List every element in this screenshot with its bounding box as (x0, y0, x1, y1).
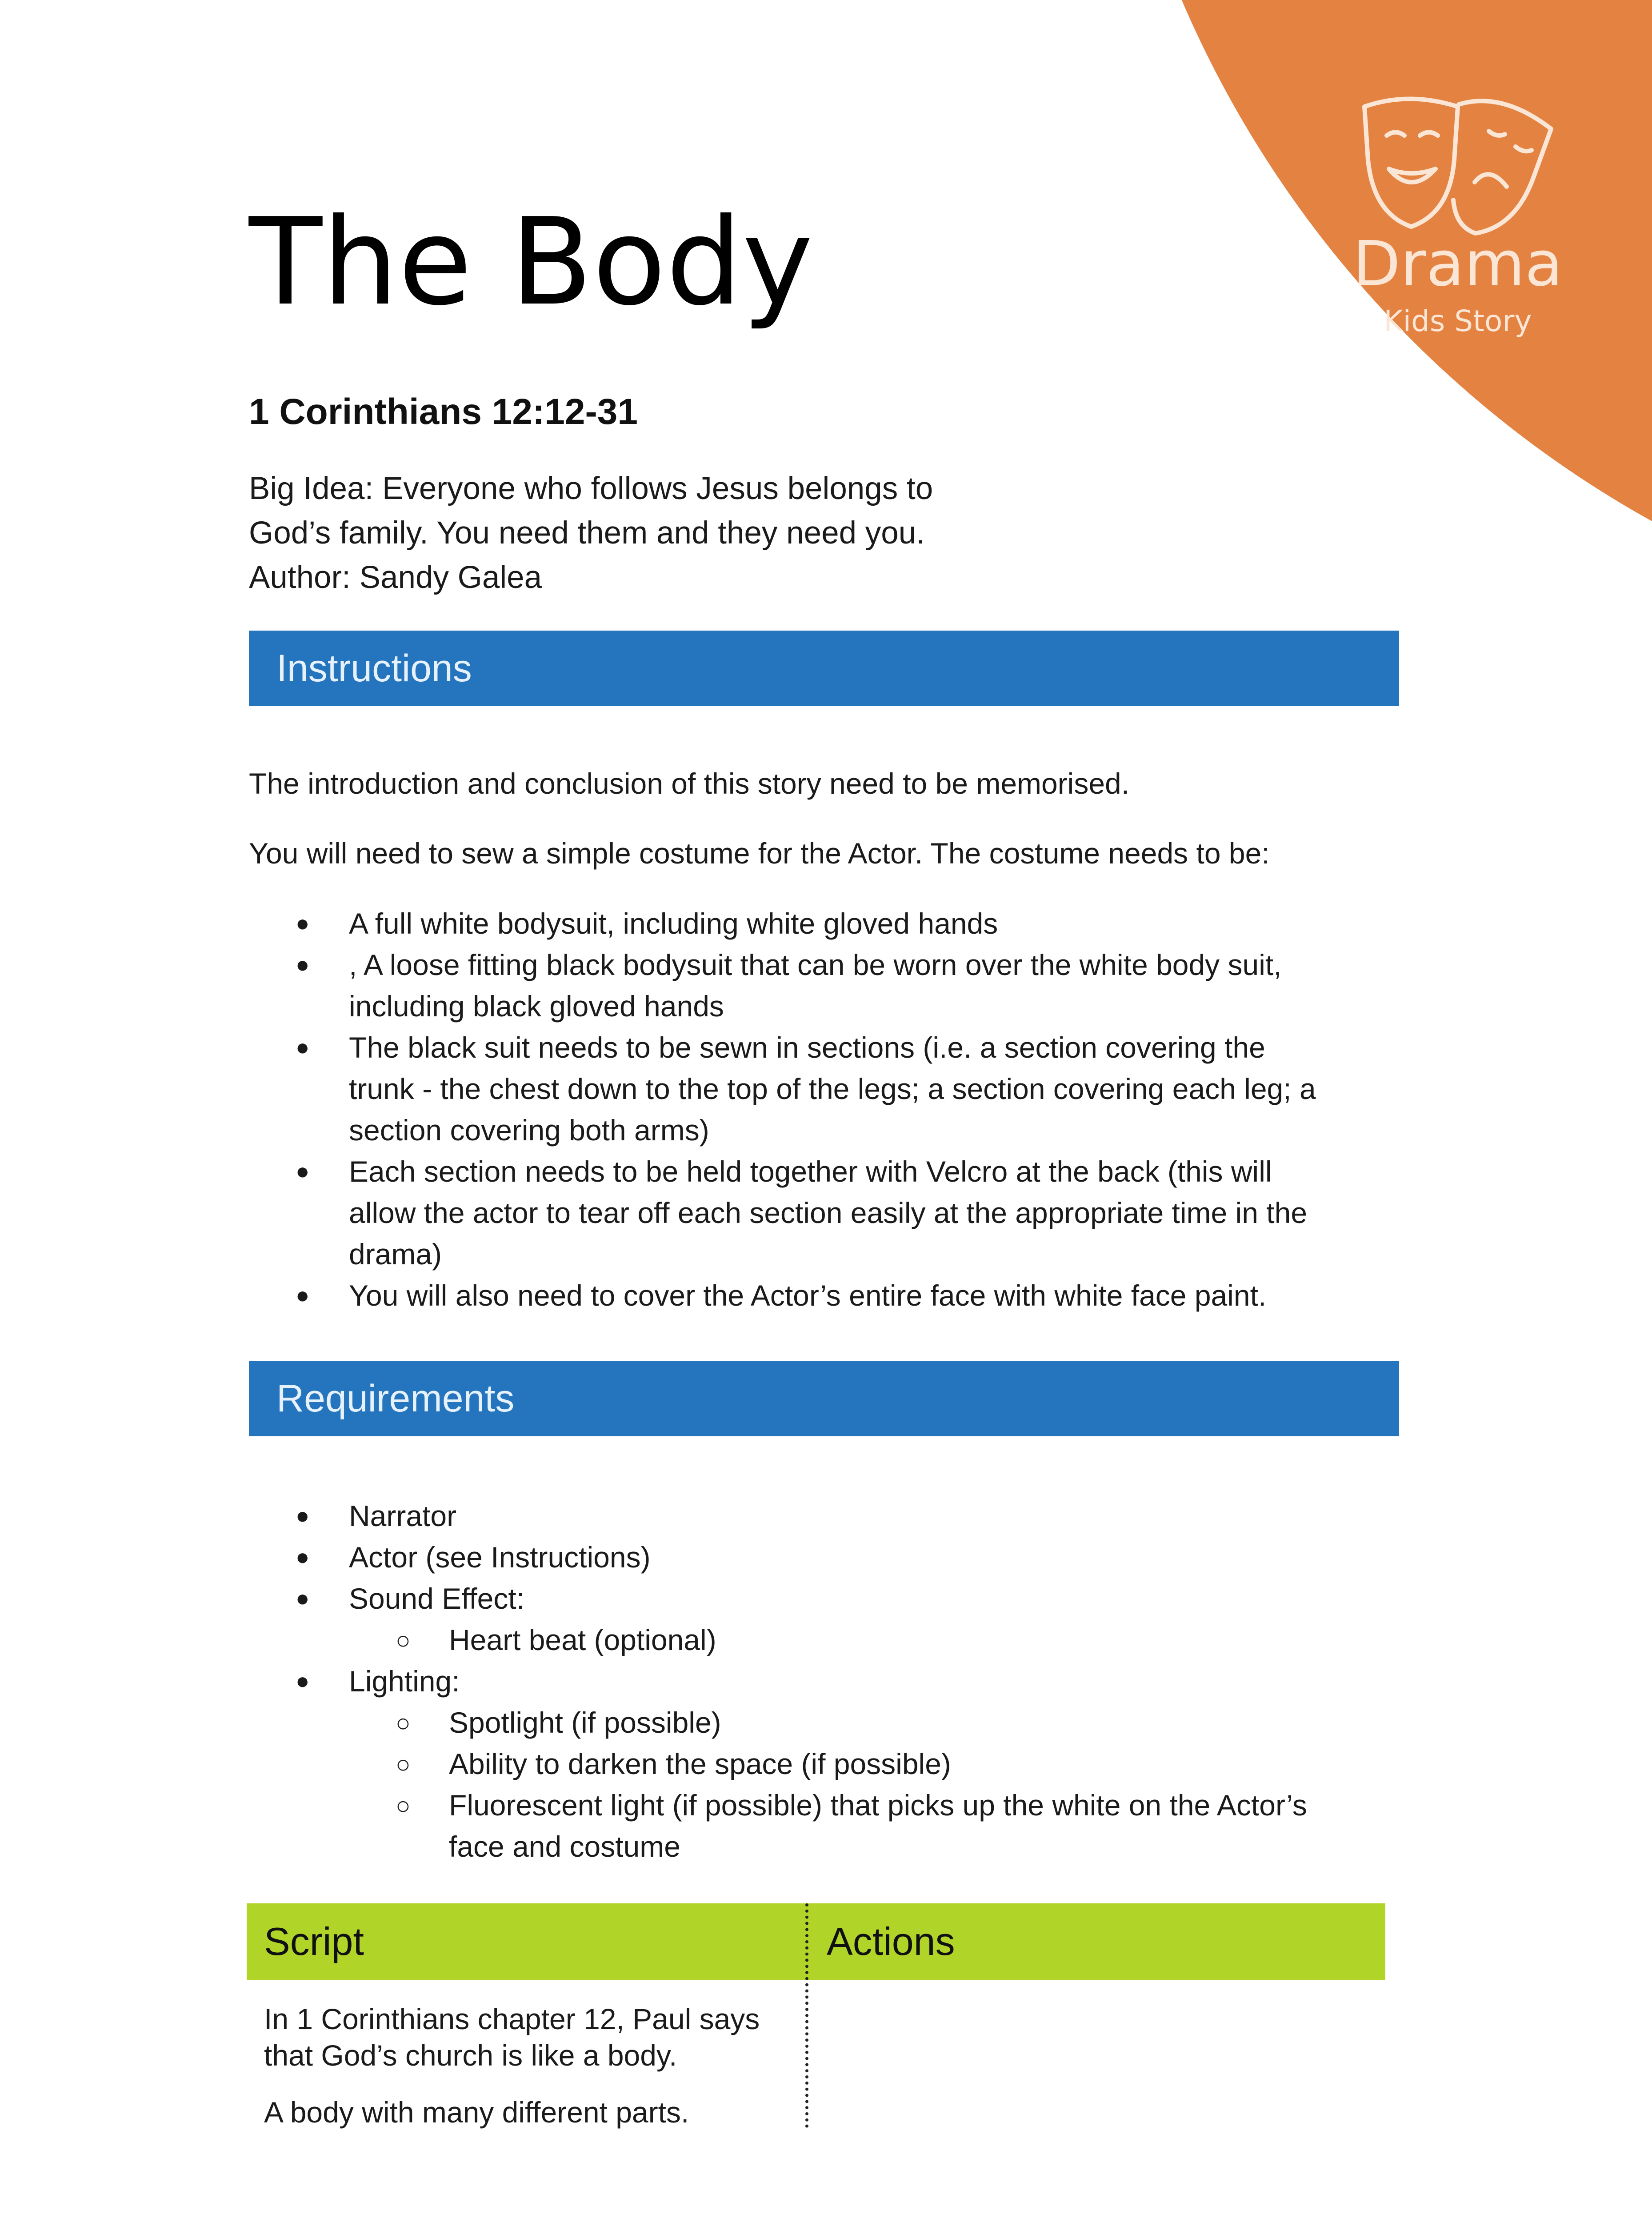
intro-line: Big Idea: Everyone who follows Jesus belongs to (249, 471, 933, 506)
list-item: ● Narrator (249, 1495, 1307, 1537)
bullet-icon: ● (296, 1544, 310, 1570)
bullet-icon: ● (296, 1503, 310, 1529)
script-column-header: Script (264, 1919, 364, 1963)
instructions-banner: Instructions (249, 631, 1399, 706)
instructions-paragraph: The introduction and conclusion of this story need to be memorised. (249, 767, 1130, 800)
bullet-icon: ● (296, 911, 310, 936)
sub-list-item: ○ Fluorescent light (if possible) that picks up the white on the Actor’s face and costume (249, 1785, 1307, 1867)
sub-list-item: ○ Ability to darken the space (if possible) (249, 1743, 1307, 1785)
costume-list (249, 903, 1316, 1316)
script-table-header (247, 1903, 1385, 1980)
list-item: ● The black suit needs to be sewn in sections (i.e. a section covering the trunk - the chest down to the top of the legs; a section covering each leg; a section covering both arms) (249, 1027, 1316, 1151)
list-item: ● You will also need to cover the Actor’s entire face with white face paint. (249, 1275, 1316, 1316)
requirements-banner: Requirements (249, 1361, 1399, 1436)
logo-subtitle: Kids Story (1384, 304, 1532, 338)
intro-line: Author: Sandy Galea (249, 560, 542, 595)
list-item: ● Each section needs to be held together with Velcro at the back (this will allow the actor to tear off each section easily at the appropriate time in the drama) (249, 1151, 1316, 1275)
sub-bullet-icon: ○ (396, 1709, 411, 1737)
instructions-paragraph: You will need to sew a simple costume for the Actor. The costume needs to be: (249, 837, 1270, 870)
sub-list-item: ○ Spotlight (if possible) (249, 1702, 1307, 1743)
list-item: ● , A loose fitting black bodysuit that can be worn over the white body suit, including black gloved hands (249, 944, 1316, 1027)
bullet-icon: ● (296, 1668, 310, 1694)
list-item: ● A full white bodysuit, including white gloved hands (249, 903, 1316, 944)
script-cell: A body with many different parts. (264, 2096, 689, 2129)
sub-bullet-icon: ○ (396, 1626, 411, 1654)
scripture-reference: 1 Corinthians 12:12-31 (249, 392, 638, 432)
list-item: ● Actor (see Instructions) (249, 1537, 1307, 1578)
bullet-icon: ● (296, 1586, 310, 1611)
sub-bullet-icon: ○ (396, 1791, 411, 1819)
script-cell: In 1 Corinthians chapter 12, Paul says that God’s church is like a body. (264, 2002, 760, 2072)
bullet-icon: ● (296, 952, 310, 978)
actions-column-header: Actions (827, 1919, 955, 1963)
sub-bullet-icon: ○ (396, 1750, 411, 1778)
column-divider (805, 1903, 808, 2128)
bullet-icon: ● (296, 1159, 310, 1184)
drama-masks-icon (1356, 93, 1560, 244)
sub-list-item: ○ Heart beat (optional) (249, 1619, 1307, 1661)
intro-line: God’s family. You need them and they need you. (249, 516, 925, 551)
page-title: The Body (249, 192, 813, 332)
intro-block (249, 467, 1058, 600)
bullet-icon: ● (296, 1035, 310, 1060)
bullet-icon: ● (296, 1283, 310, 1308)
list-item: ● Sound Effect: (249, 1578, 1307, 1619)
requirements-list (249, 1495, 1307, 1867)
list-item: ● Lighting: (249, 1661, 1307, 1702)
logo-title: Drama (1352, 228, 1563, 300)
